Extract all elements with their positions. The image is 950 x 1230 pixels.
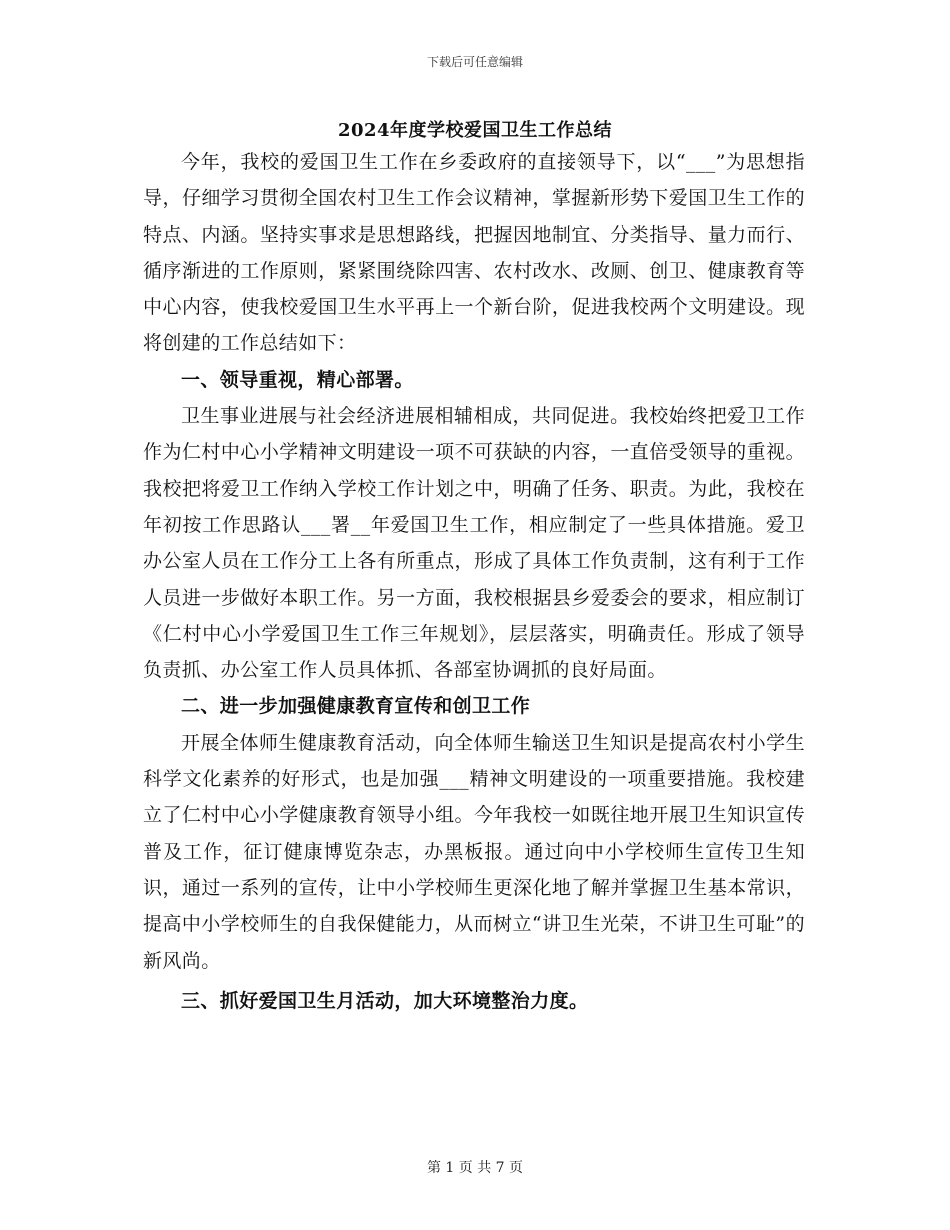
section-3-heading: 三、抓好爱国卫生月活动，加大环境整治力度。 xyxy=(181,989,589,1012)
section-1-paragraph: 卫生事业进展与社会经济进展相辅相成，共同促进。我校始终把爱卫工作作为仁村中心小学精神文明建设一项不可获缺的内容，一直倍受领导的重视。我校把将爱卫工作纳入学校工作计划之中，明确了任务、职责。为此，我校在年初按工作思路认___署__年爱国卫生工作，相应制定了一些具体措施。爱卫办公室人员在工作分工上各有所重点，形成了具体工作负责制，这有利于工作人员进一步做好本职工作。另一方面，我校根据县乡爱委会的要求，相应制订《仁村中心小学爱国卫生工作三年规划》，层层落实，明确责任。形成了领导负责抓、办公室工作人员具体抓、各部室协调抓的良好局面。 xyxy=(143,405,805,682)
intro-paragraph: 今年，我校的爱国卫生工作在乡委政府的直接领导下，以“___”为思想指导，仔细学习贯彻全国农村卫生工作会议精神，掌握新形势下爱国卫生工作的特点、内涵。坚持实事求是思想路线，把握因地制宜、分类指导、量力而行、循序渐进的工作原则，紧紧围绕除四害、农村改水、改厕、创卫、健康教育等中心内容，使我校爱国卫生水平再上一个新台阶，促进我校两个文明建设。现将创建的工作总结如下： xyxy=(143,151,805,355)
page-number: 第 1 页 共 7 页 xyxy=(426,1160,524,1176)
section-2-heading: 二、进一步加强健康教育宣传和创卫工作 xyxy=(181,695,531,718)
header-note: 下载后可任意编辑 xyxy=(426,55,523,69)
document-body xyxy=(143,144,805,1019)
section-1-heading: 一、领导重视，精心部署。 xyxy=(181,368,414,391)
section-2-paragraph: 开展全体师生健康教育活动，向全体师生输送卫生知识是提高农村小学生科学文化素养的好形式，也是加强___精神文明建设的一项重要措施。我校建立了仁村中心小学健康教育领导小组。今年我校一如既往地开展卫生知识宣传普及工作，征订健康博览杂志，办黑板报。通过向中小学校师生宣传卫生知识，通过一系列的宣传，让中小学校师生更深化地了解并掌握卫生基本常识，提高中小学校师生的自我保健能力，从而树立“讲卫生光荣，不讲卫生可耻”的新风尚。 xyxy=(143,731,805,972)
document-title: 2024年度学校爱国卫生工作总结 xyxy=(337,120,613,141)
